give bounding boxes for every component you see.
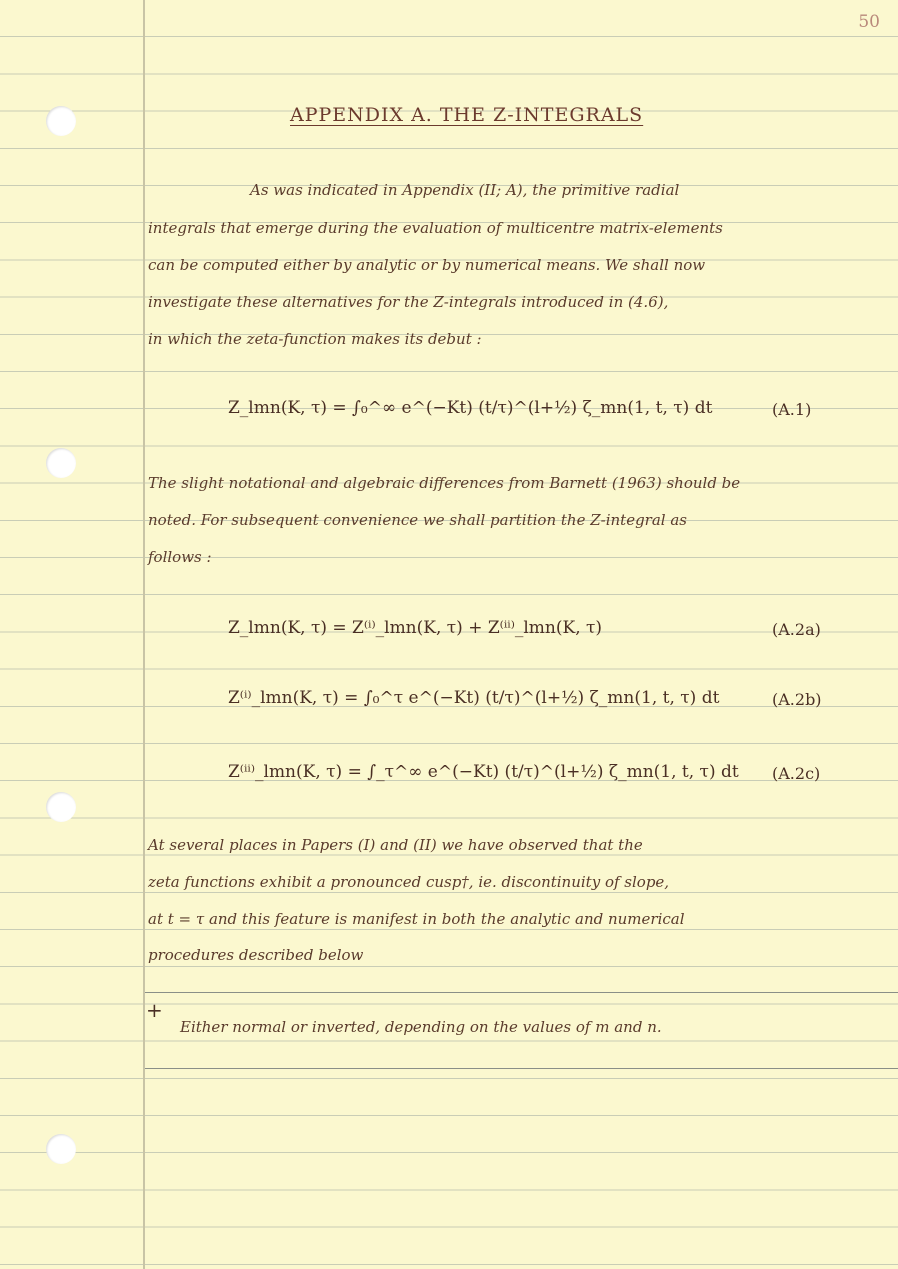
footnote-separator xyxy=(145,992,898,993)
page-title: APPENDIX A. THE Z-INTEGRALS xyxy=(290,104,644,126)
equation-a2b-label: (A.2b) xyxy=(772,690,822,709)
punch-hole xyxy=(46,106,76,136)
paragraph-3-line: procedures described below xyxy=(148,946,364,964)
footnote-end-rule xyxy=(145,1068,898,1069)
paragraph-2-line: follows : xyxy=(148,548,212,566)
paragraph-3-line: zeta functions exhibit a pronounced cusp†, ie. discontinuity of slope, xyxy=(148,873,670,891)
paragraph-1-line: integrals that emerge during the evaluation of multicentre matrix-elements xyxy=(148,219,723,237)
footnote-text: Either normal or inverted, depending on the values of m and n. xyxy=(180,1018,662,1036)
paragraph-3-line: At several places in Papers (I) and (II) we have observed that the xyxy=(148,836,643,854)
footnote-mark: + xyxy=(146,998,163,1022)
equation-a2a-label: (A.2a) xyxy=(772,620,821,639)
paragraph-1-line: investigate these alternatives for the Z-integrals introduced in (4.6), xyxy=(148,293,669,311)
punch-hole xyxy=(46,448,76,478)
equation-a2a: Z_lmn(K, τ) = Z⁽ⁱ⁾_lmn(K, τ) + Z⁽ⁱⁱ⁾_lmn(K, τ) xyxy=(228,618,603,638)
equation-a1: Z_lmn(K, τ) = ∫₀^∞ e^(−Kt) (t/τ)^(l+½) ζ_mn(1, t, τ) dt xyxy=(228,398,713,418)
paragraph-2-line: noted. For subsequent convenience we shall partition the Z-integral as xyxy=(148,511,687,529)
equation-a2b: Z⁽ⁱ⁾_lmn(K, τ) = ∫₀^τ e^(−Kt) (t/τ)^(l+½) ζ_mn(1, t, τ) dt xyxy=(228,688,720,708)
punch-hole xyxy=(46,792,76,822)
page-number: 50 xyxy=(858,12,880,32)
margin-line xyxy=(143,0,145,1269)
equation-a2c: Z⁽ⁱⁱ⁾_lmn(K, τ) = ∫_τ^∞ e^(−Kt) (t/τ)^(l+½) ζ_mn(1, t, τ) dt xyxy=(228,762,739,782)
paragraph-1-line: can be computed either by analytic or by numerical means. We shall now xyxy=(148,256,706,274)
paragraph-1-line: As was indicated in Appendix (II; A), the primitive radial xyxy=(250,181,680,199)
equation-a1-label: (A.1) xyxy=(772,400,812,419)
punch-hole xyxy=(46,1134,76,1164)
paragraph-1-line: in which the zeta-function makes its debut : xyxy=(148,330,482,348)
equation-a2c-label: (A.2c) xyxy=(772,764,821,783)
paragraph-2-line: The slight notational and algebraic differences from Barnett (1963) should be xyxy=(148,474,741,492)
paragraph-3-line: at t = τ and this feature is manifest in both the analytic and numerical xyxy=(148,910,685,928)
